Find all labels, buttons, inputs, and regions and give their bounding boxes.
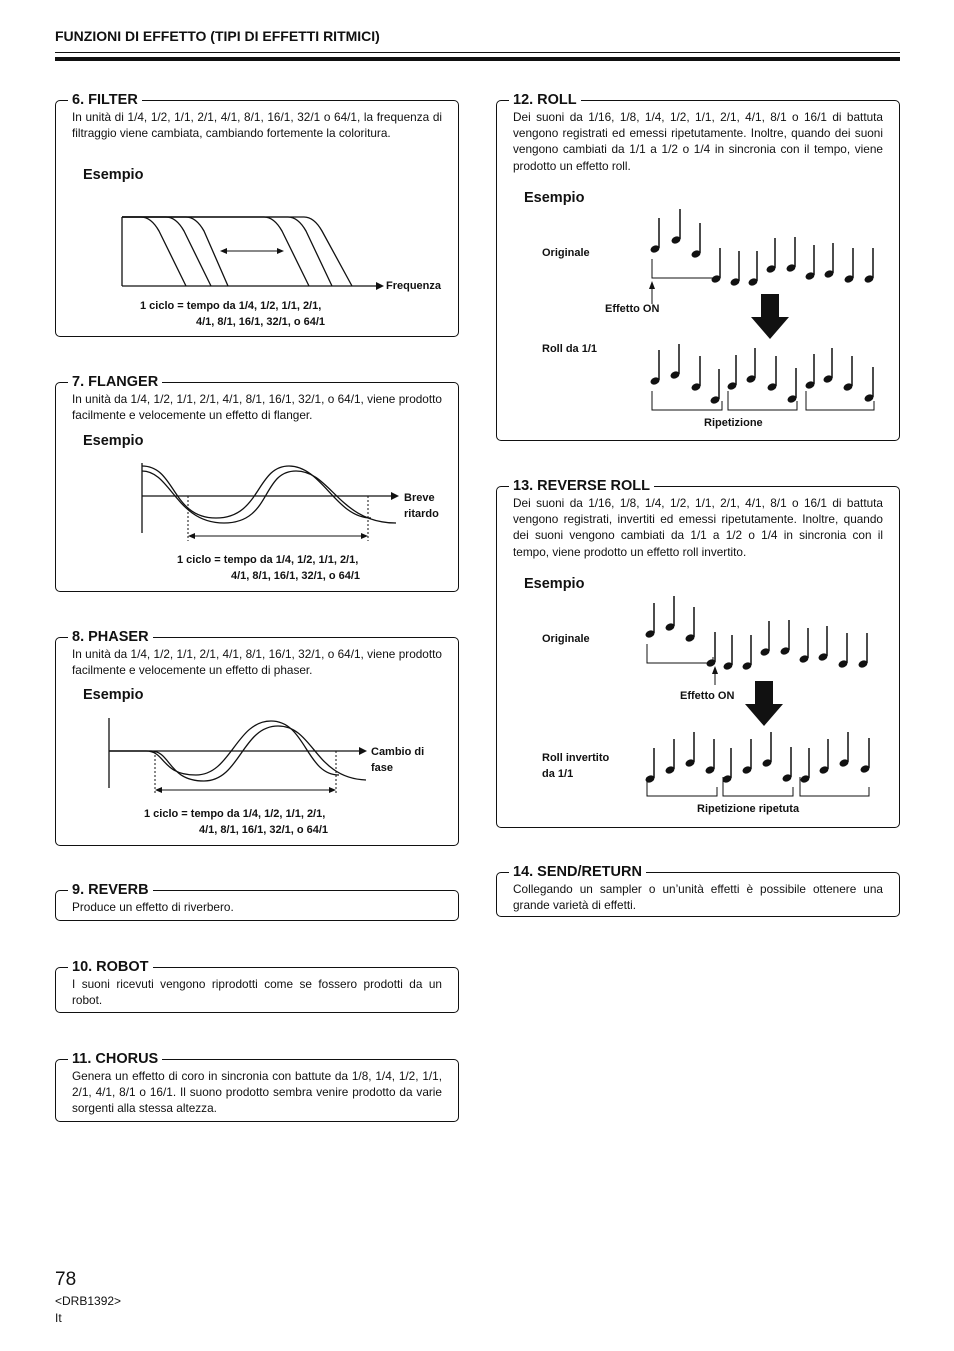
chorus-title: 11. CHORUS (68, 1049, 162, 1069)
roll-text: Dei suoni da 1/16, 1/8, 1/4, 1/2, 1/1, 2/1, 4/1, 8/1 o 16/1 di battuta vengono registrati ed emessi ripetutamente. Inoltre, quando dei suoni vengono cambiati da 1/1 a 1/2 o 1/4 in sincronia con il tempo, viene prodotto un effetto roll. (513, 110, 883, 173)
page-header: FUNZIONI DI EFFETTO (TIPI DI EFFETTI RITMICI) (55, 28, 380, 44)
reverse-roll-result-line1: Roll invertito (542, 752, 610, 764)
roll-repeat-label: Ripetizione (704, 417, 763, 429)
reverb-title: 9. REVERB (68, 880, 153, 900)
reverse-roll-example-label: Esempio (524, 576, 585, 592)
chorus-text: Genera un effetto di coro in sincronia con battute da 1/8, 1/4, 1/2, 1/1, 2/1, 4/1, 8/1 o 16/1. Il suono prodotto sembra venire prodotto da varie sorgenti alla stessa altezza. (72, 1069, 442, 1116)
filter-section (55, 92, 459, 337)
roll-original-label: Originale (542, 247, 590, 259)
filter-axis-label: Frequenza (386, 280, 442, 292)
reverb-section (55, 882, 459, 921)
reverse-roll-repeat-label: Ripetizione ripetuta (697, 803, 800, 815)
reverse-roll-result-line2: da 1/1 (542, 768, 574, 780)
roll-effect-on-label: Effetto ON (605, 303, 660, 315)
reverse-roll-text: Dei suoni da 1/16, 1/8, 1/4, 1/2, 1/1, 2/1, 4/1, 8/1 o 16/1 di battuta vengono registrati, invertiti ed emessi ripetutamente. Inoltre, quando dei suoni vengono cambiati da 1/1 a 1/2 o 1/4 in sincronia con il tempo, viene prodotto un effetto roll invertito. (513, 496, 883, 559)
filter-text: In unità di 1/4, 1/2, 1/1, 2/1, 4/1, 8/1, 16/1, 32/1 o 64/1, la frequenza di filtraggio viene cambiata, cambiando fortemente la coloritura. (72, 110, 442, 141)
reverse-roll-down-arrow (745, 681, 783, 726)
flanger-title: 7. FLANGER (68, 372, 162, 392)
flanger-label-line1: Breve (404, 492, 435, 504)
roll-result-label: Roll da 1/1 (542, 343, 598, 355)
reverse-roll-result-notes (644, 732, 870, 784)
page-number: 78 (55, 1269, 77, 1290)
reverse-roll-original-label: Originale (542, 633, 590, 645)
reverse-roll-section (496, 478, 900, 828)
roll-down-arrow (751, 294, 789, 339)
reverse-roll-original-notes (644, 596, 868, 671)
phaser-example-label: Esempio (83, 687, 144, 703)
roll-section (496, 92, 900, 441)
phaser-cycle-line1: 1 ciclo = tempo da 1/4, 1/2, 1/1, 2/1, (144, 808, 326, 820)
filter-cycle-line2: 4/1, 8/1, 16/1, 32/1, o 64/1 (196, 316, 326, 328)
phaser-title: 8. PHASER (68, 627, 153, 647)
roll-diagram (497, 101, 901, 442)
flanger-text: In unità da 1/4, 1/2, 1/1, 2/1, 4/1, 8/1, 16/1, 32/1, o 64/1, viene prodotto facilmente e velocemente un effetto di flanger. (72, 392, 442, 423)
roll-original-notes (649, 209, 874, 287)
reverb-text: Produce un effetto di riverbero. (72, 900, 234, 914)
filter-example-label: Esempio (83, 167, 144, 183)
flanger-cycle-line1: 1 ciclo = tempo da 1/4, 1/2, 1/1, 2/1, (177, 554, 359, 566)
phaser-label-line2: fase (371, 762, 394, 774)
robot-section (55, 959, 459, 1013)
filter-cycle-line1: 1 ciclo = tempo da 1/4, 1/2, 1/1, 2/1, (140, 300, 322, 312)
roll-title: 12. ROLL (509, 90, 581, 110)
send-return-text: Collegando un sampler o un’unità effetti è possibile ottenere una grande varietà di effetti. (513, 882, 883, 913)
flanger-label-line2: ritardo (404, 508, 439, 520)
phaser-section (55, 629, 459, 846)
flanger-section (55, 374, 459, 592)
filter-title: 6. FILTER (68, 90, 142, 110)
send-return-section (496, 864, 900, 917)
flanger-cycle-line2: 4/1, 8/1, 16/1, 32/1, o 64/1 (231, 570, 361, 582)
robot-text: I suoni ricevuti vengono riprodotti come se fossero prodotti da un robot. (72, 977, 442, 1008)
flanger-diagram (56, 383, 460, 593)
reverse-roll-effect-on-label: Effetto ON (680, 690, 735, 702)
phaser-text: In unità da 1/4, 1/2, 1/1, 2/1, 4/1, 8/1, 16/1, 32/1, o 64/1, viene prodotto facilmente e velocemente un effetto di phaser. (72, 647, 442, 678)
reverse-roll-diagram (497, 487, 901, 829)
send-return-title: 14. SEND/RETURN (509, 862, 646, 882)
header-rule-thin (55, 52, 900, 53)
reverse-roll-title: 13. REVERSE ROLL (509, 476, 654, 496)
robot-title: 10. ROBOT (68, 957, 153, 977)
roll-result-notes (649, 344, 874, 405)
flanger-example-label: Esempio (83, 433, 144, 449)
phaser-label-line1: Cambio di (371, 746, 425, 758)
language-code: It (55, 1311, 62, 1325)
roll-example-label: Esempio (524, 190, 585, 206)
document-code: <DRB1392> (55, 1294, 122, 1308)
chorus-section (55, 1051, 459, 1122)
header-rule-thick (55, 57, 900, 61)
phaser-cycle-line2: 4/1, 8/1, 16/1, 32/1, o 64/1 (199, 824, 329, 836)
filter-diagram (56, 101, 460, 338)
phaser-diagram (56, 638, 460, 847)
